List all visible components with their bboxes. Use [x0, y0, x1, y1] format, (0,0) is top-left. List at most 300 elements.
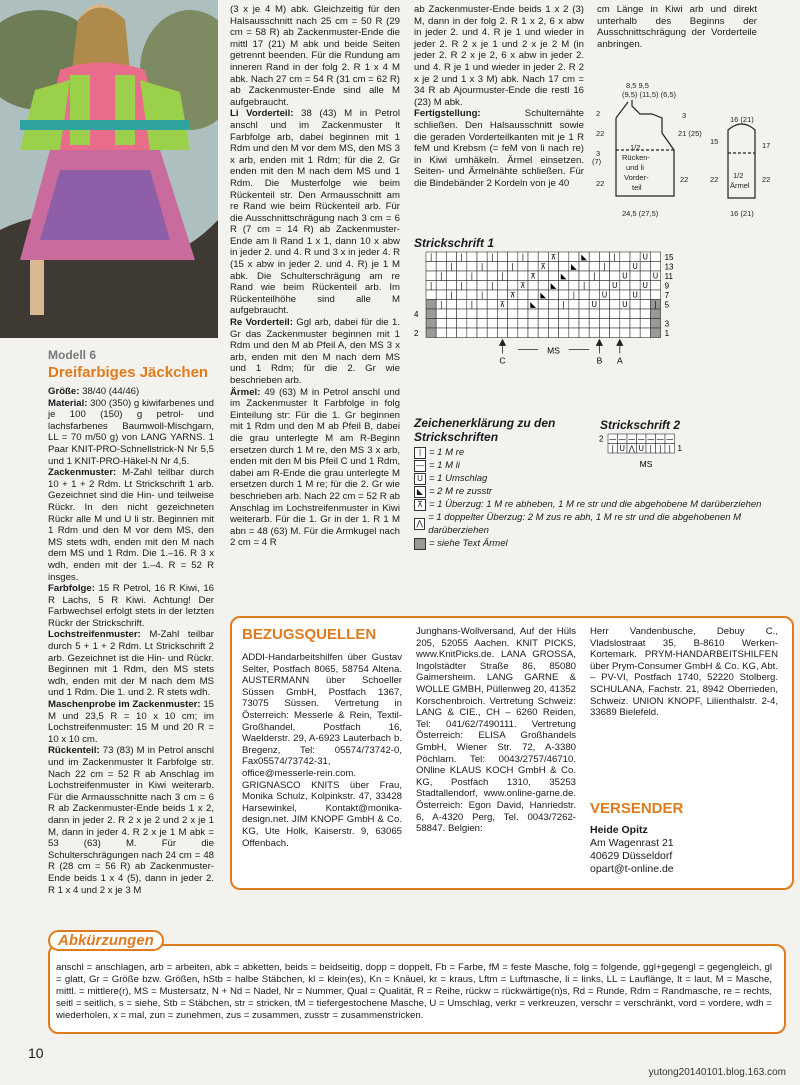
legend-text: = 1 Umschlag: [429, 473, 488, 484]
schem-body-label-3: und li: [626, 163, 644, 172]
chart1-symbol: |: [491, 281, 494, 290]
chart1-cell: [508, 309, 518, 319]
chart1-cell: [497, 319, 507, 329]
chart1-cell: [436, 290, 446, 300]
chart2-ms-label: MS: [639, 459, 653, 469]
instructions-column-2: [230, 4, 400, 549]
chart2-title: Strickschrift 2: [600, 418, 681, 432]
chart1-cell: [650, 328, 660, 338]
chart1-symbol: |: [470, 271, 474, 281]
chart1-cell: [426, 328, 436, 338]
chart1-symbol: |: [440, 300, 443, 309]
chart1-cell: [457, 328, 467, 338]
chart1-cell: [497, 328, 507, 338]
chart1-cell: [497, 281, 507, 291]
chart1-cell: [457, 300, 467, 310]
chart1-arrow-label: C: [499, 355, 506, 366]
col1-heading: Maschenprobe im Zackenmuster:: [48, 699, 201, 711]
chart2-symbol: —: [647, 434, 655, 444]
chart1-symbol: ⊼: [499, 300, 506, 309]
chart1-cell: [589, 252, 599, 262]
chart1-cell: [518, 262, 528, 272]
chart1-cell: [548, 300, 558, 310]
chart1-cell: [599, 271, 609, 281]
watermark: yutong20140101.blog.163.com: [648, 1067, 786, 1078]
chart1-cell: [477, 309, 487, 319]
col1-heading: Zackenmuster:: [48, 467, 117, 479]
chart1-row-label: 11: [664, 272, 673, 281]
col1-paragraph: [48, 629, 214, 699]
col2-paragraph: [230, 387, 400, 549]
chart1-cell: [497, 262, 507, 272]
schem-dim-r21: 21 (25): [678, 129, 702, 138]
chart1-cell: [610, 262, 620, 272]
col1-paragraph: [48, 699, 214, 745]
chart1-cell: [589, 328, 599, 338]
col3-heading: Fertigstellung:: [414, 108, 481, 120]
abkuerzungen-title: Abkürzungen: [48, 930, 164, 951]
legend-text: = 1 doppelter Überzug: 2 M zus re abh, 1 M re str und die abgehobenen M darüberziehen: [428, 512, 742, 536]
chart1-symbol: |: [429, 281, 433, 290]
sleeve-bottom: 16 (21): [730, 209, 754, 218]
chart1-cell: [640, 300, 650, 310]
chart1-row-label: 7: [664, 291, 670, 300]
chart1-symbol: U: [652, 271, 659, 281]
chart1-ms-label: MS: [547, 345, 560, 356]
col3-text: Schulternähte schließen. Den Halsausschnitt sowie die geraden Vorderteilkanten mit je 1 R feM und Krebsm (= feM von li nach re) in Kiwi umhäkeln. Ärmel einsetzen. Seiten- und Ärmelnähte schließen. Für die Bindebänder 2 Kordeln von je 40: [414, 108, 584, 189]
schem-dim-22b: 22: [596, 179, 605, 188]
chart1-cell: [569, 271, 579, 281]
schem-bottom: 24,5 (27,5): [622, 209, 659, 218]
chart1-cell: [467, 281, 477, 291]
legend-item: [414, 446, 774, 459]
chart1-cell: [610, 271, 620, 281]
chart1-cell: [518, 309, 528, 319]
schem-dim-7: (7): [592, 157, 602, 166]
sleeve-dim-22b: 22: [762, 175, 771, 184]
chart1-symbol: ◣: [550, 281, 557, 290]
col2-text: (3 x je 4 M) abk. Gleichzeitig für den Halsausschnitt nach 25 cm = 50 R (29 cm = 58 R) ab Zackenmuster-Ende die mittl 17 (21) M abk und beide Seiten getrennt beenden. Für die Rundung am inneren Rand in der folg 2. R 1 x 4 M abk. Nach 27 cm = 54 R (31 cm = 62 R) ab Zackenmuster-Ende sind alle M aufgebraucht.: [230, 4, 400, 108]
chart1-cell: [620, 328, 630, 338]
chart1-cell: [446, 271, 456, 281]
chart1-row-label: 5: [664, 300, 670, 310]
chart1-cell: [548, 262, 558, 272]
chart1-cell: [426, 271, 436, 281]
sleeve-label-2: Ärmel: [730, 181, 750, 190]
chart1-grid: [412, 250, 697, 390]
chart1-symbol: |: [501, 271, 504, 281]
chart1-cell: [518, 300, 528, 310]
col1-heading: Material:: [48, 397, 88, 409]
chart1-cell: [599, 300, 609, 310]
col1-text: 15 R Petrol, 16 R Kiwi, 16 R Lachs, 5 R Kiwi. Achtung! Der Farbwechsel erfolgt stets in der letzten Rückr der Strickschrift.: [48, 583, 214, 629]
col3-paragraph: [414, 108, 584, 189]
chart1-symbol: ◣: [571, 262, 577, 271]
chart1-cell: [640, 262, 650, 272]
chart2-symbol: |: [658, 444, 662, 453]
versender-street: Am Wagenrast 21: [590, 837, 674, 849]
chart1-cell: [538, 309, 548, 319]
chart1-cell: [426, 309, 436, 319]
chart1-symbol: |: [521, 252, 525, 262]
chart1-symbol: U: [622, 271, 628, 281]
col2-paragraph: [230, 317, 400, 387]
chart1-cell: [477, 300, 487, 310]
chart1-cell: [497, 252, 507, 262]
chart1-cell: [477, 252, 487, 262]
chart1-cell: [518, 319, 528, 329]
chart1-symbol: |: [450, 262, 453, 271]
chart1-symbol: U: [611, 281, 618, 290]
chart1-symbol: ⊼: [550, 252, 557, 262]
model-number: Modell 6: [48, 348, 97, 362]
versender-address: [590, 824, 770, 876]
chart1-cell: [599, 319, 609, 329]
chart1-symbol: |: [440, 271, 443, 281]
chart1-cell: [518, 328, 528, 338]
versender-title: VERSENDER: [590, 800, 684, 817]
schem-body-label-4: Vorder-: [624, 173, 649, 182]
chart1-cell: [426, 262, 436, 272]
chart1-cell: [548, 271, 558, 281]
chart1-cell: [477, 281, 487, 291]
schem-dim-2: 2: [596, 109, 601, 118]
col2-paragraph: [230, 4, 400, 108]
chart1-symbol: U: [642, 252, 649, 262]
chart1-arrow-icon: [500, 340, 506, 354]
chart1-cell: [477, 319, 487, 329]
chart1-cell: [650, 262, 660, 272]
sleeve-dim-22: 22: [710, 175, 719, 184]
chart1-cell: [640, 319, 650, 329]
legend-item: [414, 498, 774, 511]
chart2-symbol: —: [656, 434, 664, 444]
chart1-cell: [508, 328, 518, 338]
col1-heading: Größe:: [48, 386, 80, 397]
chart1-cell: [467, 290, 477, 300]
chart1-symbol: U: [632, 290, 638, 300]
chart1-cell: [457, 290, 467, 300]
col2-text: 38 (43) M in Petrol anschl und im Zackenmuster lt Farbfolge arb, dabei beginnen mit 1 Rdm und den M vor dem MS, den MS 3 x arb, enden mit 1 Rdm; für die 2. Gr enden mit den M nach dem MS und 1 Rdm. Die Musterfolge wie beim Rückenteil str. Den Armausschnitt am re Rand wie beim Rückenteil arb. Für die Ausschnittschrägung nach 3 cm = 6 R (7 cm = 14 R) ab Zackenmuster-Ende am li Rand 1 x 1, dann 10 x abw in jeder 2. und 4. R und 3 x in jeder 4. R (15 x abw in jeder 2. und 4. R) je 1 M abk. Die Schulterschrägung am re Rand wie beim Rückenteil arb. Im Rückenteilhöhe sind alle M aufgebraucht.: [230, 108, 400, 317]
chart1-cell: [538, 300, 548, 310]
chart1-symbol: U: [591, 300, 598, 309]
chart1-cell: [538, 271, 548, 281]
chart1-cell: [630, 309, 640, 319]
chart1-cell: [497, 309, 507, 319]
chart1-symbol: |: [593, 271, 596, 281]
versender-name: Heide Opitz: [590, 824, 648, 836]
sleeve-dim-15: 15: [710, 137, 719, 146]
col2-text: Ggl arb, dabei für die 1. Gr das Zackenmuster beginnen mit 1 Rdm und den M ab Pfeil A, den MS 3 x arb, enden mit den M nach dem MS und 1 Rdm; für die 2. Gr wie beschrieben arb.: [230, 317, 400, 386]
chart1-arrow-label: A: [616, 355, 623, 366]
col1-text: 73 (83) M in Petrol anschl und im Zackenmuster lt Farbfolge str. Nach 22 cm = 52 R ab Anschlag im Lochstreifenmuster in Kiwi weiterarb. Für die Armausschnitte nach 3 cm = 6 R ab Zackenmuster-Ende beids 1 x 2, dann in jeder 2. R 2 x je 2 und 2 x je 1 M, dann in jeder 4. R 2 x je 1 M abk = 53 (63) M. Für die Schulterschrägungen nach 24 cm = 48 R (28 cm = 56 R) ab Zackenmuster-Ende beids 1 x 4 (5), dann in jeder 2. R 1 x 4 und 2 x je 3 M: [48, 745, 214, 896]
col1-text: M-Zahl teilbar durch 5 + 1 + 2 Rdm. Lt Strickschrift 2 arb. Gezeichnet ist die Hin- und Rückr. Beginnen mit 1 Rdm, den MS stets wdh, enden mit der M nach dem MS und 1 Rdm. Die 1. und 2. R stets wdh.: [48, 629, 214, 699]
legend-item: [414, 485, 774, 498]
chart1-cell: [487, 328, 497, 338]
chart1-cell: [559, 281, 569, 291]
model-photo: [0, 0, 218, 338]
chart1-row-label-left: 4: [414, 310, 419, 319]
chart1-symbol: ◣: [540, 290, 547, 300]
chart1-cell: [436, 252, 446, 262]
chart1-cell: [599, 281, 609, 291]
chart1-symbol: ◣: [530, 300, 536, 309]
chart1-cell: [528, 328, 538, 338]
chart1-cell: [579, 309, 589, 319]
versender-city: 40629 Düsseldorf: [590, 850, 673, 862]
chart1-arrow-icon: [596, 340, 602, 354]
chart1-cell: [548, 290, 558, 300]
chart1-symbol: |: [460, 252, 463, 262]
chart1-cell: [436, 281, 446, 291]
chart1-cell: [559, 262, 569, 272]
chart1-symbol: ◣: [560, 271, 567, 281]
chart1-cell: [538, 319, 548, 329]
chart1-cell: [487, 300, 497, 310]
chart1-cell: [579, 271, 589, 281]
chart1-cell: [569, 328, 579, 338]
chart1-symbol: U: [622, 300, 628, 309]
chart1-cell: [569, 300, 579, 310]
chart1-cell: [599, 252, 609, 262]
chart1-cell: [457, 309, 467, 319]
legend-item: [414, 459, 774, 472]
chart1-symbol: |: [613, 252, 616, 262]
chart1-cell: [579, 300, 589, 310]
legend-symbol-icon: ⋀: [414, 518, 425, 530]
chart1-cell: [477, 271, 487, 281]
chart1-cell: [436, 328, 446, 338]
bezug-col-3: Herr Vandenbusche, Debuy C., Vladslostraat 35, B-8610 Werken-Kortemark. PRYM-HANDARBEITSHILFEN über Prym-Consumer GmbH & Co. KG, Abt. – PV-VI, Postfach 1740, 52220 Stolberg. SCHULANA, Fachstr. 21, 8942 Oberrieden, Schweiz. UNION KNOPF, Lilienthalstr. 2-4, 33689 Bielefeld.: [590, 626, 778, 719]
chart1-cell: [620, 309, 630, 319]
chart1-cell: [446, 319, 456, 329]
chart1-cell: [589, 319, 599, 329]
chart1-cell: [589, 281, 599, 291]
chart1-cell: [579, 290, 589, 300]
chart1-cell: [446, 252, 456, 262]
chart1-cell: [610, 328, 620, 338]
chart1-cell: [457, 262, 467, 272]
chart2-symbol: —: [666, 434, 674, 444]
legend-symbol-icon: [414, 538, 426, 550]
chart1-symbol: |: [429, 252, 433, 262]
chart2-symbol: —: [618, 434, 626, 444]
chart1-cell: [640, 271, 650, 281]
chart1-cell: [548, 319, 558, 329]
chart1-cell: [589, 290, 599, 300]
chart1-symbol: U: [642, 281, 649, 290]
chart1-arrow-label: B: [596, 355, 603, 366]
chart1-symbol: |: [480, 262, 484, 271]
chart1-cell: [640, 290, 650, 300]
legend-text: = 1 Überzug: 1 M re abheben, 1 M re str und die abgehobene M darüberziehen: [429, 499, 762, 510]
bezug-col-2: Junghans-Wollversand, Auf der Hüls 205, 52055 Aachen. KNIT PICKS, www.KnitPicks.de. LANA GROSSA, Ingolstädter Straße 86, 85080 Gaimersheim. LANG GARNE & WOLLE GMBH, Püllenweg 20, 41352 Korschenbroich. Vertretung Schweiz: LANG & CIE., CH – 6260 Reiden, Tel: 041/62/7490111. Vertretung Österreich: ELISA Großhandels GmbH, Wiener Str. 72, A-3380 Pöchlarn. Tel: 0043/2757/46710. ONline KLAUS KOCH GmbH & Co. KG, Postfach 1310, 35253 Stadtallendorf, www.online-garne.de. Österreich: Egon David, Hanriedstr. 6, A-4320 Perg, Tel. 0043/7262-58847. Belgien:: [416, 626, 576, 835]
schem-body-label-5: teil: [632, 183, 642, 192]
chart1-cell: [446, 281, 456, 291]
chart1-symbol: U: [601, 290, 608, 300]
chart1-cell: [487, 319, 497, 329]
chart1-symbol: ◣: [581, 252, 587, 262]
chart1-cell: [559, 290, 569, 300]
chart1-cell: [630, 252, 640, 262]
chart1-cell: [650, 290, 660, 300]
chart1-row-label: 3: [664, 319, 670, 329]
chart2-symbol: U: [638, 444, 644, 453]
legend-symbol-icon: —: [416, 460, 424, 470]
chart1-cell: [579, 262, 589, 272]
chart1-cell: [599, 328, 609, 338]
chart1-cell: [518, 271, 528, 281]
col1-text: M-Zahl teilbar durch 10 + 1 + 2 Rdm. Lt Strickschrift 1 arb. Gezeichnet sind die Hin- und teilweise Rückr. In den nicht gezeichneten Rückr alle M und U li str. Beginnen mit 1 Rdm und den M vor dem MS, den MS stets wdh, enden mit den M nach dem MS und 1 Rdm. Die 1.–16. R 3 x wdh, enden mit der 1.–4. R = 52 R insges.: [48, 467, 214, 583]
legend-list: [414, 446, 774, 550]
legend-symbol-icon: ◣: [414, 486, 426, 498]
legend-title-text: Zeichenerklärung zu den Strickschriften: [414, 416, 556, 444]
chart1-symbol: |: [491, 252, 494, 262]
chart1-cell: [426, 290, 436, 300]
col1-text: 38/40 (44/46): [79, 386, 140, 397]
chart1-cell: [610, 290, 620, 300]
chart1-cell: [548, 309, 558, 319]
schem-dim-3: 3: [596, 149, 601, 158]
chart1-symbol: |: [460, 281, 463, 290]
bezug-col-1: ADDI-Handarbeitshilfen über Gustav Selter, Postfach 8065, 58754 Altena. AUSTERMANN über Schoeller Süssen GmbH, Postfach 1367, 73075 Süssen. Vertretung in Österreich: Messerle & Rein, Textil-Großhandel, Postfach 16, Waelderstr. 29, A-6923 Lauterbach b. Bregenz, Tel: 05574/73742-0, Fax05574/73742-31, office@messerle-rein.com. GRIGNASCO KNITS über Frau, Monika Schulz, Kolpinkstr. 47, 33428 Harsewinkel, Kontakt@monika-design.net. JIM KNOPF GmbH & Co. KG, Ute Holk, Kaiserstr. 9, 63065 Offenbach.: [242, 652, 402, 849]
chart1-cell: [579, 328, 589, 338]
chart1-cell: [467, 262, 477, 272]
col1-paragraph: [48, 386, 214, 398]
legend-text: = 1 M re: [429, 447, 465, 458]
chart1-cell: [528, 262, 538, 272]
instructions-column-3: [414, 4, 584, 190]
chart1-cell: [487, 262, 497, 272]
col2-heading: Li Vorderteil:: [230, 108, 294, 120]
chart1-cell: [538, 281, 548, 291]
chart1-cell: [630, 328, 640, 338]
chart1-cell: [630, 281, 640, 291]
schematic-diagram: [592, 78, 797, 228]
schem-top-2: (9,5) (11,5) (6,5): [622, 90, 677, 99]
chart1-cell: [528, 290, 538, 300]
chart1-cell: [559, 252, 569, 262]
legend-item: [414, 472, 774, 485]
schem-body-label: 1/2: [630, 143, 641, 152]
chart1-symbol: |: [582, 281, 586, 290]
versender-email: opart@t-online.de: [590, 863, 674, 875]
col1-paragraph: [48, 467, 214, 583]
chart1-cell: [477, 328, 487, 338]
legend-symbol-icon: |: [414, 447, 426, 459]
chart1-cell: [538, 252, 548, 262]
model-name: Dreifarbiges Jäckchen: [48, 364, 209, 381]
chart1-cell: [650, 252, 660, 262]
sleeve-top: 16 (21): [730, 115, 754, 124]
chart1-cell: [620, 252, 630, 262]
chart1-cell: [610, 300, 620, 310]
chart1-symbol: U: [632, 262, 638, 271]
chart1-cell: [569, 252, 579, 262]
chart1-cell: [487, 271, 497, 281]
chart1-cell: [569, 281, 579, 291]
chart1-symbol: |: [511, 262, 514, 271]
legend-symbol-icon: U: [414, 473, 426, 485]
chart1-cell: [528, 281, 538, 291]
col1-heading: Lochstreifenmuster:: [48, 629, 141, 641]
chart1-cell: [559, 319, 569, 329]
chart1-cell: [528, 319, 538, 329]
chart1-row-label: 1: [664, 329, 670, 338]
chart1-cell: [508, 271, 518, 281]
chart1-cell: [620, 319, 630, 329]
chart1-symbol: ⊼: [520, 281, 526, 290]
chart1-cell: [610, 309, 620, 319]
chart1-cell: [599, 309, 609, 319]
schem-dim-r3: 3: [682, 111, 687, 120]
col2-paragraph: [230, 108, 400, 317]
chart1-cell: [569, 309, 579, 319]
chart1-cell: [589, 309, 599, 319]
chart1-cell: [508, 252, 518, 262]
chart1-cell: [559, 309, 569, 319]
chart1-cell: [467, 328, 477, 338]
chart1-cell: [497, 290, 507, 300]
col2-text: 49 (63) M in Petrol anschl und im Zackenmuster lt Farbfolge in folg Einteilung str: Für die 1. Gr beginnen mit 1 Rdm und den M ab Pfeil B, dabei die grau unterlegte M am R-Beginn ersetzen durch 1 M re, den MS 3 x arb, enden mit den M bis Pfeil C und 1 Rdm, dabei am R-Ende die grau unterlegte M ersetzen durch 1 M re; für die 2. Gr wie beschrieben arb. Nach 22 cm = 52 R ab Anschlag im Lochstreifenmuster in Kiwi weiterarb. Für die 1. Gr in der 1. R 1 M abn = 48 (63) M. Für die Armkugel nach 2 cm = 4 R: [230, 386, 400, 549]
chart2-row-label-left: 2: [599, 434, 604, 444]
chart1-symbol: |: [603, 262, 606, 271]
chart1-title: Strickschrift 1: [414, 236, 495, 250]
chart2-symbol: |: [649, 444, 653, 453]
chart2-symbol: —: [628, 434, 636, 444]
chart1-symbol: |: [450, 290, 453, 300]
chart1-cell: [569, 319, 579, 329]
chart1-cell: [446, 328, 456, 338]
chart1-symbol: |: [562, 300, 565, 309]
col3-text: ab Zackenmuster-Ende beids 1 x 2 (3) M, dann in der folg 2. R 1 x 2, 6 x abw in jeder 2. und 4. R je 1 und wieder in jeder 2. R 2 x je 1 und 2 x je 2 M (in jeder 2. R 2 x je 2, 6 x abw in jeder 2. und 4. R je 1 und wieder in jeder 2. R 2 x je 2 und 1 x 3 M) abk. Nach 17 cm = 34 R ab Ajourmuster-Ende die restl 16 (23) M abk.: [414, 4, 584, 108]
chart1-cell: [548, 328, 558, 338]
bezugsquellen-title: BEZUGSQUELLEN: [242, 626, 377, 643]
legend-item: [414, 537, 774, 550]
schem-dim-r22: 22: [680, 175, 689, 184]
col3-paragraph: [414, 4, 584, 108]
chart1-cell: [650, 309, 660, 319]
chart1-cell: [640, 328, 650, 338]
chart1-cell: [589, 262, 599, 272]
chart2-symbol: U: [619, 444, 625, 453]
chart1-row-label: 13: [664, 262, 674, 272]
chart1-cell: [650, 281, 660, 291]
chart1-row-label: 9: [664, 281, 670, 291]
col1-paragraph: [48, 745, 214, 896]
page-number: 10: [28, 1045, 44, 1061]
col1-heading: Rückenteil:: [48, 745, 100, 757]
chart1-cell: [640, 309, 650, 319]
chart1-cell: [457, 271, 467, 281]
chart1-cell: [538, 328, 548, 338]
chart1-cell: [528, 309, 538, 319]
chart1-symbol: |: [470, 300, 474, 309]
chart1-symbol: |: [654, 300, 657, 309]
legend-item: [414, 511, 774, 537]
chart1-cell: [426, 319, 436, 329]
chart1-symbol: ⊼: [530, 271, 536, 281]
chart1-symbol: |: [572, 290, 576, 300]
sleeve-dim-17: 17: [762, 141, 771, 150]
chart1-cell: [446, 300, 456, 310]
chart1-cell: [620, 290, 630, 300]
col1-heading: Farbfolge:: [48, 583, 95, 595]
instructions-column-4: cm Länge in Kiwi arb und direkt unterhalb des Beginns der Ausschnittschrägung der Vorderteile anbringen.: [597, 4, 757, 50]
chart1-cell: [508, 319, 518, 329]
instructions-column-1: [48, 386, 214, 896]
legend-text: = 1 M li: [429, 460, 460, 471]
